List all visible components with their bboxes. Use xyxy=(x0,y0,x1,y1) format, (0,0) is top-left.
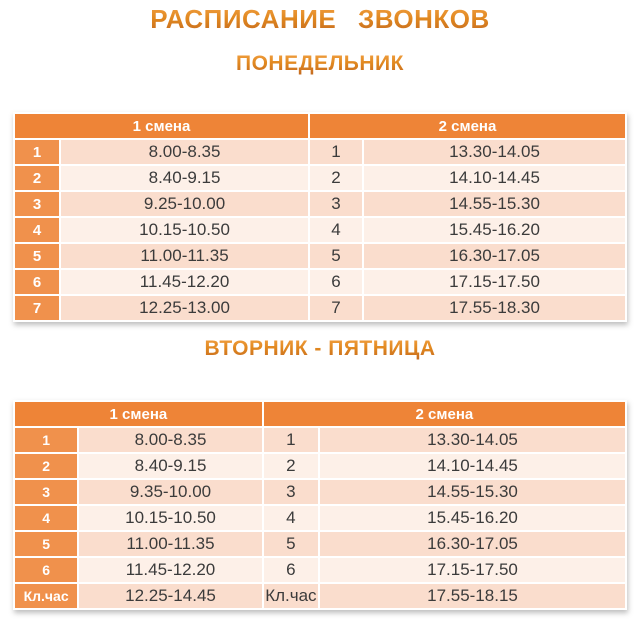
shift2-time-cell: 17.55-18.30 xyxy=(364,296,625,320)
shift2-time-cell: 14.55-15.30 xyxy=(320,480,625,504)
table-row xyxy=(15,140,625,164)
table-row xyxy=(15,244,625,268)
lesson-number-cell: 1 xyxy=(15,140,59,164)
lesson-number-cell: 4 xyxy=(15,218,59,242)
table-row-class-hour xyxy=(15,584,625,608)
section-heading-tuesday-friday: ВТОРНИК - ПЯТНИЦА xyxy=(0,337,640,361)
shift2-time-cell: 16.30-17.05 xyxy=(320,532,625,556)
shift2-time-cell: 15.45-16.20 xyxy=(364,218,625,242)
shift2-time-cell: 14.10-14.45 xyxy=(364,166,625,190)
shift2-time-cell: 14.55-15.30 xyxy=(364,192,625,216)
lesson-number-cell: 2 xyxy=(15,454,77,478)
shift1-time-cell: 9.25-10.00 xyxy=(61,192,308,216)
lesson-number-cell-shift2: 1 xyxy=(264,428,318,452)
table-row xyxy=(15,532,625,556)
shift1-time-cell: 11.45-12.20 xyxy=(61,270,308,294)
lesson-number-cell-shift2: 6 xyxy=(310,270,362,294)
lesson-number-cell-shift2: 6 xyxy=(264,558,318,582)
shift1-time-cell: 10.15-10.50 xyxy=(61,218,308,242)
shift1-time-cell: 8.40-9.15 xyxy=(61,166,308,190)
lesson-number-cell-shift2: 5 xyxy=(310,244,362,268)
lesson-number-cell-shift2: 7 xyxy=(310,296,362,320)
monday-table xyxy=(13,112,627,322)
class-hour-label-cell-shift2: Кл.час xyxy=(264,584,318,608)
lesson-number-cell-shift2: 3 xyxy=(310,192,362,216)
lesson-number-cell: 6 xyxy=(15,270,59,294)
shift1-time-cell: 11.00-11.35 xyxy=(79,532,262,556)
section-heading-monday: ПОНЕДЕЛЬНИК xyxy=(0,52,640,76)
shift1-time-cell: 11.00-11.35 xyxy=(61,244,308,268)
shift1-header: 1 смена xyxy=(15,114,308,138)
table-row xyxy=(15,296,625,320)
shift2-time-cell: 17.55-18.15 xyxy=(320,584,625,608)
lesson-number-cell: 4 xyxy=(15,506,77,530)
lesson-number-cell: 5 xyxy=(15,532,77,556)
tuesday-friday-table xyxy=(13,400,627,610)
shift2-time-cell: 13.30-14.05 xyxy=(364,140,625,164)
table-row xyxy=(15,270,625,294)
shift2-header: 2 смена xyxy=(310,114,625,138)
shift2-time-cell: 14.10-14.45 xyxy=(320,454,625,478)
shift2-time-cell: 15.45-16.20 xyxy=(320,506,625,530)
shift1-time-cell: 10.15-10.50 xyxy=(79,506,262,530)
table-row xyxy=(15,480,625,504)
lesson-number-cell: 1 xyxy=(15,428,77,452)
table-row xyxy=(15,454,625,478)
shift1-time-cell: 8.00-8.35 xyxy=(79,428,262,452)
lesson-number-cell: 3 xyxy=(15,480,77,504)
shift1-header: 1 смена xyxy=(15,402,262,426)
shift2-time-cell: 13.30-14.05 xyxy=(320,428,625,452)
lesson-number-cell-shift2: 2 xyxy=(310,166,362,190)
table-header-row xyxy=(15,402,625,426)
lesson-number-cell: 6 xyxy=(15,558,77,582)
lesson-number-cell-shift2: 4 xyxy=(310,218,362,242)
table-header-row xyxy=(15,114,625,138)
lesson-number-cell-shift2: 2 xyxy=(264,454,318,478)
shift1-time-cell: 12.25-13.00 xyxy=(61,296,308,320)
table-row xyxy=(15,166,625,190)
class-hour-label-cell: Кл.час xyxy=(15,584,77,608)
table-row xyxy=(15,558,625,582)
lesson-number-cell-shift2: 3 xyxy=(264,480,318,504)
shift1-time-cell: 11.45-12.20 xyxy=(79,558,262,582)
page-title: РАСПИСАНИЕ ЗВОНКОВ xyxy=(0,4,640,35)
lesson-number-cell: 3 xyxy=(15,192,59,216)
lesson-number-cell: 7 xyxy=(15,296,59,320)
shift1-time-cell: 8.40-9.15 xyxy=(79,454,262,478)
lesson-number-cell-shift2: 5 xyxy=(264,532,318,556)
shift2-time-cell: 16.30-17.05 xyxy=(364,244,625,268)
table-row xyxy=(15,192,625,216)
lesson-number-cell-shift2: 1 xyxy=(310,140,362,164)
shift1-time-cell: 9.35-10.00 xyxy=(79,480,262,504)
table-row xyxy=(15,218,625,242)
table-row xyxy=(15,506,625,530)
lesson-number-cell-shift2: 4 xyxy=(264,506,318,530)
shift1-time-cell: 8.00-8.35 xyxy=(61,140,308,164)
table-row xyxy=(15,428,625,452)
shift2-time-cell: 17.15-17.50 xyxy=(364,270,625,294)
shift2-time-cell: 17.15-17.50 xyxy=(320,558,625,582)
shift1-time-cell: 12.25-14.45 xyxy=(79,584,262,608)
lesson-number-cell: 5 xyxy=(15,244,59,268)
shift2-header: 2 смена xyxy=(264,402,625,426)
lesson-number-cell: 2 xyxy=(15,166,59,190)
